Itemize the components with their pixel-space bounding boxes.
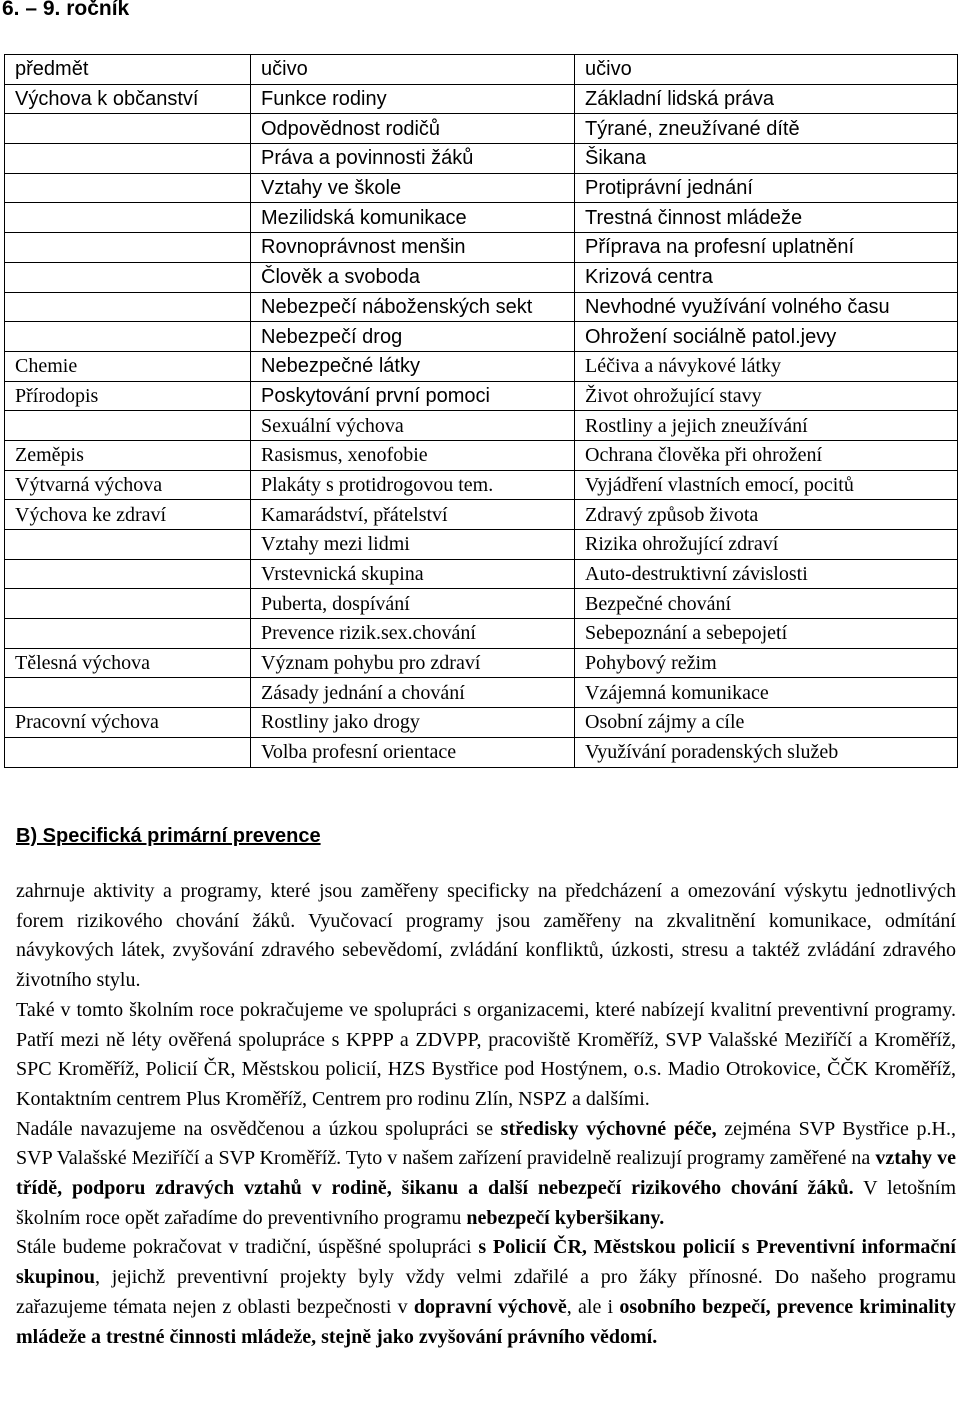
curriculum-table [4,54,958,768]
topic2-cell: Ohrožení sociálně patol.jevy [575,322,958,352]
paragraph-1: zahrnuje aktivity a programy, které jsou zaměřeny specificky na předcházení a omezování výskytu jednotlivých forem rizikového chování žáků. Vyučovací programy jsou zaměřeny na zkvalitnění komunikace, odmítání návykových látek, zvyšování zdravého sebevědomí, zvládání konfliktů, úzkosti, stresu a taktéž zvládání zdravého životního stylu. [16,880,956,992]
table-row [5,351,958,381]
subject-cell: Zeměpis [5,440,251,470]
topic1-cell: Rasismus, xenofobie [251,440,575,470]
subject-cell [5,411,251,441]
table-row [5,619,958,649]
table-row [5,262,958,292]
subject-cell [5,559,251,589]
p3-text-1: Nadále navazujeme na osvědčenou a úzkou spolupráci se [16,1117,501,1140]
topic2-cell: Auto-destruktivní závislosti [575,559,958,589]
p4-text-2: , jejichž preventivní projekty byly vždy velmi zdařilé a pro žáky přínosné. Do našeho programu zařazujeme témata nejen z oblasti bezpečnosti v [16,1266,956,1318]
topic1-cell: Poskytování první pomoci [251,381,575,411]
topic2-cell: Bezpečné chování [575,589,958,619]
subject-cell [5,619,251,649]
p3-bold-2: vztahy ve třídě, podporu zdravých vztahů v rodině, šikanu a další nebezpečí rizikového chování žáků. [16,1147,956,1200]
topic2-cell: Protiprávní jednání [575,173,958,203]
topic1-cell: Volba profesní orientace [251,737,575,767]
page-heading: 6. – 9. ročník [2,0,130,20]
p4-bold-2: dopravní výchově [413,1295,567,1318]
subject-cell: Výchova k občanství [5,84,251,114]
topic2-cell: Pohybový režim [575,648,958,678]
topic1-cell: Mezilidská komunikace [251,203,575,233]
topic1-cell: Člověk a svoboda [251,262,575,292]
p4-bold-3: osobního bezpečí, prevence kriminality mládeže a trestné činnosti mládeže, stejně jako zvyšování právního vědomí. [16,1295,956,1348]
topic1-cell: Nebezpečí náboženských sekt [251,292,575,322]
table-row [5,381,958,411]
topic1-cell: Puberta, dospívání [251,589,575,619]
subject-cell: Výtvarná výchova [5,470,251,500]
subject-cell [5,589,251,619]
table-row [5,708,958,738]
subject-cell [5,678,251,708]
subject-cell [5,114,251,144]
topic2-cell: Vyjádření vlastních emocí, pocitů [575,470,958,500]
topic1-cell: Vztahy mezi lidmi [251,530,575,560]
table-row [5,173,958,203]
p4-bold-1: s Policií ČR, Městskou policií s Preventivní informační skupinou [16,1236,956,1289]
topic1-cell: Odpovědnost rodičů [251,114,575,144]
p3-bold-3: nebezpečí kyberšikany. [466,1206,665,1229]
table-row [5,84,958,114]
subject-cell: Tělesná výchova [5,648,251,678]
paragraph-3 [16,1115,956,1234]
subject-cell [5,292,251,322]
subject-cell [5,203,251,233]
topic1-cell: Nebezpečné látky [251,351,575,381]
topic2-cell: Rizika ohrožující zdraví [575,530,958,560]
subject-cell: Pracovní výchova [5,708,251,738]
subject-cell [5,322,251,352]
header-topic1: učivo [251,55,575,85]
p4-text-3: , ale i [566,1295,620,1318]
topic2-cell: Základní lidská práva [575,84,958,114]
topic1-cell: Kamarádství, přátelství [251,500,575,530]
table-row [5,589,958,619]
table-body [5,84,958,767]
table-row [5,500,958,530]
topic2-cell: Šikana [575,144,958,174]
topic1-cell: Prevence rizik.sex.chování [251,619,575,649]
p3-bold-1: středisky výchovné péče, [500,1117,717,1140]
topic1-cell: Rostliny jako drogy [251,708,575,738]
subject-cell [5,262,251,292]
topic2-cell: Využívání poradenských služeb [575,737,958,767]
topic1-cell: Funkce rodiny [251,84,575,114]
table-row [5,144,958,174]
p3-text-3: V letošním školním roce opět zařadíme do preventivního programu [16,1177,956,1229]
topic2-cell: Léčiva a návykové látky [575,351,958,381]
table-row [5,292,958,322]
subject-cell [5,144,251,174]
topic1-cell: Význam pohybu pro zdraví [251,648,575,678]
topic2-cell: Život ohrožující stavy [575,381,958,411]
header-topic2: učivo [575,55,958,85]
topic2-cell: Ochrana člověka při ohrožení [575,440,958,470]
topic1-cell: Nebezpečí drog [251,322,575,352]
table-row [5,559,958,589]
table-row [5,678,958,708]
topic1-cell: Práva a povinnosti žáků [251,144,575,174]
topic2-cell: Rostliny a jejich zneužívání [575,411,958,441]
p3-text-2: zejména SVP Bystřice p.H., SVP Valašské Meziříčí a SVP Kroměříž. Tyto v našem zařízení pravidelně realizují programy zaměřené na [16,1117,956,1170]
table-header-row [5,55,958,85]
topic2-cell: Sebepoznání a sebepojetí [575,619,958,649]
table-row [5,322,958,352]
topic1-cell: Zásady jednání a chování [251,678,575,708]
topic1-cell: Rovnoprávnost menšin [251,233,575,263]
subject-cell: Výchova ke zdraví [5,500,251,530]
table-row [5,737,958,767]
table-row [5,233,958,263]
topic2-cell: Nevhodné využívání volného času [575,292,958,322]
section-b-body [16,877,956,1352]
topic2-cell: Příprava na profesní uplatnění [575,233,958,263]
section-b-title: B) Specifická primární prevence [16,825,321,847]
table-row [5,648,958,678]
table-row [5,203,958,233]
topic2-cell: Vzájemná komunikace [575,678,958,708]
table-row [5,411,958,441]
topic2-cell: Osobní zájmy a cíle [575,708,958,738]
table-row [5,530,958,560]
subject-cell: Chemie [5,351,251,381]
subject-cell [5,737,251,767]
paragraph-2: Také v tomto školním roce pokračujeme ve spolupráci s organizacemi, které nabízejí kvalitní preventivní programy. Patří mezi ně léty ověřená spolupráce s KPPP a ZDVPP, pracoviště Kroměříž, SVP Valašské Meziříčí a Kroměříž, SPC Kroměříž, Policií ČR, Městskou policií, HZS Bystřice pod Hostýnem, o.s. Madio Otrokovice, ČČK Kroměříž, Kontaktním centrem Plus Kroměříž, Centrem pro rodinu Zlín, NSPZ a dalšími. [16,998,956,1110]
topic1-cell: Vztahy ve škole [251,173,575,203]
topic2-cell: Krizová centra [575,262,958,292]
table-row [5,440,958,470]
header-subject: předmět [5,55,251,85]
subject-cell [5,530,251,560]
paragraph-4 [16,1233,956,1352]
subject-cell [5,173,251,203]
table-row [5,470,958,500]
p4-text-1: Stále budeme pokračovat v tradiční, úspěšné spolupráci [16,1236,479,1259]
topic2-cell: Zdravý způsob života [575,500,958,530]
table-row [5,114,958,144]
topic2-cell: Týrané, zneužívané dítě [575,114,958,144]
topic1-cell: Vrstevnická skupina [251,559,575,589]
topic1-cell: Plakáty s protidrogovou tem. [251,470,575,500]
subject-cell: Přírodopis [5,381,251,411]
topic1-cell: Sexuální výchova [251,411,575,441]
subject-cell [5,233,251,263]
topic2-cell: Trestná činnost mládeže [575,203,958,233]
